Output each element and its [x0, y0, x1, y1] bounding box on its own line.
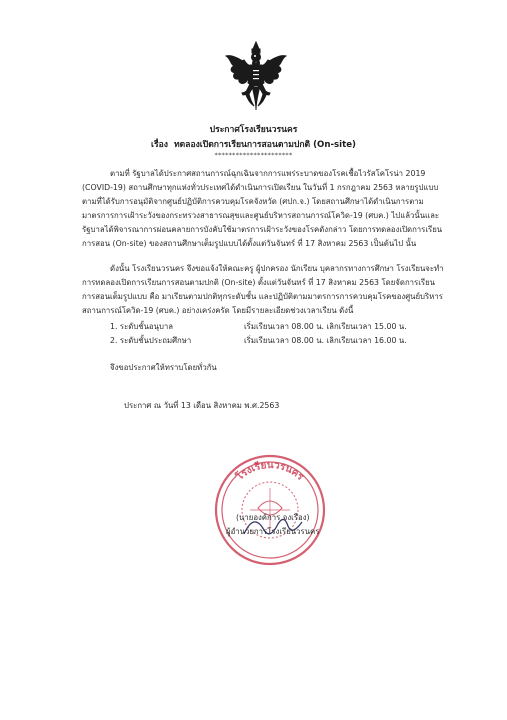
subject-text: ทดลองเปิดการเรียนการสอนตามปกติ (On-site)	[173, 140, 356, 150]
paragraph-1-line: รัฐบาลได้พิจารณาการผ่อนคลายการบังคับใช้มาตรการเฝ้าระวังของโรคดังกล่าว โดยการทดลองเปิดการเรียน	[82, 225, 443, 234]
paragraph-2-line: การทดลองเปิดการเรียนการสอนตามปกติ (On-site) ตั้งแต่วันจันทร์ ที่ 17 สิงหาคม 2563 โดยจัดการเรียน	[82, 278, 435, 287]
closing-statement: จึงขอประกาศให้ทราบโดยทั่วกัน	[110, 363, 217, 372]
schedule-time: เริ่มเรียนเวลา 08.00 น. เลิกเรียนเวลา 15.00 น.	[244, 322, 407, 331]
schedule-level: 1. ระดับชั้นอนุบาล	[110, 322, 174, 331]
paragraph-1-line: ตามที่ได้รับการอนุมัติจากศูนย์ปฏิบัติการควบคุมโรคจังหวัด (ศปก.จ.) โดยสถานศึกษาได้ดำเนินการตาม	[82, 197, 424, 206]
svg-text:โรงเรียนวรนคร: โรงเรียนวรนคร	[234, 459, 306, 483]
paragraph-1-line: ตามที่ รัฐบาลได้ประกาศสถานการณ์ฉุกเฉินจากการแพร่ระบาดของโรคเชื้อไวรัสโคโรน่า 2019	[110, 169, 426, 178]
subject-line	[0, 137, 507, 151]
paragraph-1-line: (COVID-19) สถานศึกษาทุกแห่งทั่วประเทศได้ดำเนินการเปิดเรียน ในวันที่ 1 กรกฎาคม 2563 หลายรูปแบบ	[82, 183, 439, 192]
subject-label: เรื่อง	[151, 140, 168, 150]
paragraph-1-line: มาตรการการเฝ้าระวังของกระทรวงสาธารณสุขและศูนย์บริหารสถานการณ์โควิด-19 (ศบค.) ไปแล้วนั้นและ	[82, 211, 440, 220]
announcement-title: ประกาศโรงเรียนวรนคร	[209, 125, 298, 135]
paragraph-1-line: การสอน (On-site) ของสถานศึกษาเต็มรูปแบบได้ตั้งแต่วันจันทร์ ที่ 17 สิงหาคม 2563 เป็นต้นไป นั้น	[82, 239, 417, 248]
title-separator: **********************	[214, 151, 293, 159]
garuda-emblem-icon	[224, 40, 288, 112]
paragraph-2-line: การสอนเต็มรูปแบบ คือ มาเรียนตามปกติทุกระดับชั้น และปฏิบัติตามมาตรการการควบคุมโรคของศูนย์บริหาร	[82, 292, 443, 301]
announcement-date: ประกาศ ณ วันที่ 13 เดือน สิงหาคม พ.ศ.2563	[124, 401, 280, 410]
signatory-position: ผู้อำนวยการโรงเรียนวรนคร	[226, 527, 320, 536]
signatory-name: (นายองค์การ จงเรือง)	[236, 513, 310, 522]
schedule-level: 2. ระดับชั้นประถมศึกษา	[110, 336, 192, 345]
official-seal-stamp-icon	[210, 448, 330, 568]
paragraph-2-line: ดังนั้น โรงเรียนวรนคร จึงขอแจ้งให้คณะครู ผู้ปกครอง นักเรียน บุคลากรทางการศึกษา โรงเรียนจะทำ	[110, 264, 444, 273]
paragraph-2-line: สถานการณ์โควิด-19 (ศบค.) อย่างเคร่งครัด โดยมีรายละเอียดช่วงเวลาเรียน ดังนี้	[82, 306, 354, 315]
schedule-time: เริ่มเรียนเวลา 08.00 น. เลิกเรียนเวลา 16.00 น.	[244, 336, 407, 345]
